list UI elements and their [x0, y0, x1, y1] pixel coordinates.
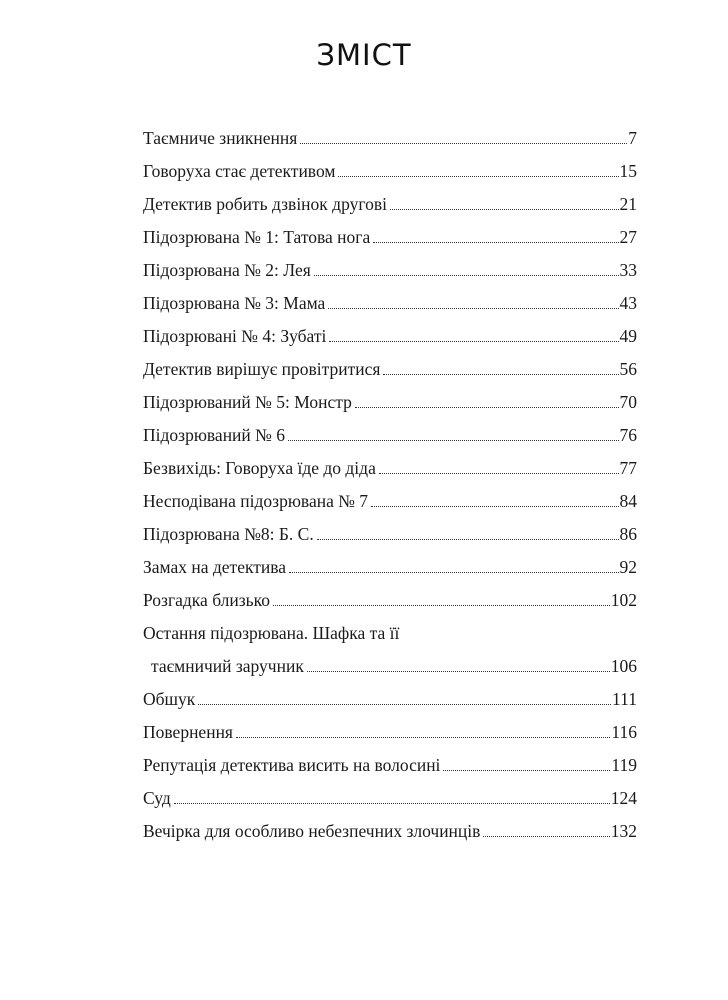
- table-of-contents: [143, 128, 637, 854]
- toc-entry: [143, 458, 637, 491]
- toc-entry-title: Несподівана підозрювана № 7: [143, 491, 369, 511]
- dot-leader: [300, 143, 627, 144]
- dot-leader: [390, 209, 619, 210]
- toc-entry-title: Детектив робить дзвінок другові: [143, 194, 387, 214]
- toc-entry-title: Обшук: [143, 689, 196, 709]
- toc-entry-title: Підозрювана № 1: Татова нога: [143, 227, 371, 247]
- toc-entry-title: Підозрювана № 2: Лея: [143, 260, 311, 280]
- dot-leader: [373, 242, 618, 243]
- dot-leader: [379, 473, 619, 474]
- toc-entry-page: 56: [619, 359, 637, 379]
- toc-entry-page: 15: [619, 161, 637, 181]
- toc-entry-page: 111: [612, 689, 637, 709]
- toc-entry: [143, 755, 637, 788]
- dot-leader: [289, 572, 618, 573]
- toc-entry-page: 119: [611, 755, 637, 775]
- toc-entry-page: 27: [619, 227, 637, 247]
- toc-entry-title: Таємниче зникнення: [143, 128, 298, 148]
- toc-entry-page: 92: [619, 557, 637, 577]
- toc-entry: [143, 161, 637, 194]
- toc-entry-page: 102: [610, 590, 637, 610]
- toc-entry: [143, 128, 637, 161]
- toc-entry: [143, 326, 637, 359]
- toc-entry-page: 33: [619, 260, 637, 280]
- dot-leader: [198, 704, 611, 705]
- dot-leader: [338, 176, 618, 177]
- toc-entry-title: Підозрюваний № 6: [143, 425, 285, 445]
- toc-entry: [143, 260, 637, 293]
- toc-entry: [143, 821, 637, 854]
- dot-leader: [371, 506, 618, 507]
- dot-leader: [329, 341, 618, 342]
- toc-entry: [143, 590, 637, 623]
- toc-entry: [143, 491, 637, 524]
- toc-entry-page: 124: [610, 788, 637, 808]
- toc-entry-page: 70: [619, 392, 637, 412]
- toc-entry-title: Розгадка близько: [143, 590, 271, 610]
- toc-entry: [143, 194, 637, 227]
- toc-entry-title: Підозрювана № 3: Мама: [143, 293, 326, 313]
- toc-entry-page: 116: [611, 722, 637, 742]
- page-title: ЗМІСТ: [316, 38, 412, 72]
- toc-entry-title: Повернення: [143, 722, 233, 742]
- toc-entry: [143, 689, 637, 722]
- toc-entry: [143, 788, 637, 821]
- toc-entry-title: Вечірка для особливо небезпечних злочинців: [143, 821, 481, 841]
- toc-entry: [143, 425, 637, 458]
- toc-entry-page: 106: [610, 656, 637, 676]
- toc-entry-page: 86: [619, 524, 637, 544]
- dot-leader: [317, 539, 619, 540]
- toc-entry: [143, 293, 637, 326]
- dot-leader: [236, 737, 610, 738]
- toc-entry-title: Підозрювана №8: Б. С.: [143, 524, 314, 544]
- toc-entry-page: 132: [610, 821, 637, 841]
- dot-leader: [355, 407, 619, 408]
- toc-entry-title: Підозрювані № 4: Зубаті: [143, 326, 327, 346]
- dot-leader: [314, 275, 619, 276]
- dot-leader: [174, 803, 610, 804]
- toc-entry-page: 7: [628, 128, 637, 148]
- dot-leader: [483, 836, 609, 837]
- dot-leader: [288, 440, 619, 441]
- toc-entry-title: Безвихідь: Говоруха їде до діда: [143, 458, 376, 478]
- dot-leader: [328, 308, 618, 309]
- toc-entry-page: 49: [619, 326, 637, 346]
- dot-leader: [443, 770, 610, 771]
- toc-entry: [143, 227, 637, 260]
- toc-entry: [143, 557, 637, 590]
- toc-entry-title: Говоруха стає детективом: [143, 161, 336, 181]
- toc-entry: [143, 656, 637, 689]
- toc-entry-title: Замах на детектива: [143, 557, 287, 577]
- toc-entry-page: 76: [619, 425, 637, 445]
- toc-entry-title: Репутація детектива висить на волосині: [143, 755, 441, 775]
- toc-entry-multiline-first-line: Остання підозрювана. Шафка та її: [143, 623, 400, 643]
- toc-entry: [143, 722, 637, 755]
- toc-entry-page: 77: [619, 458, 637, 478]
- toc-entry: [143, 359, 637, 392]
- dot-leader: [273, 605, 610, 606]
- toc-entry: [143, 392, 637, 425]
- toc-entry-title: таємничий заручник: [151, 656, 304, 676]
- toc-entry-title: Підозрюваний № 5: Монстр: [143, 392, 352, 412]
- toc-entry-page: 84: [619, 491, 637, 511]
- toc-entry-page: 21: [619, 194, 637, 214]
- toc-entry-page: 43: [619, 293, 637, 313]
- toc-entry-title: Суд: [143, 788, 171, 808]
- toc-entry-title: Детектив вирішує провітритися: [143, 359, 381, 379]
- toc-entry: [143, 524, 637, 557]
- dot-leader: [383, 374, 618, 375]
- dot-leader: [307, 671, 610, 672]
